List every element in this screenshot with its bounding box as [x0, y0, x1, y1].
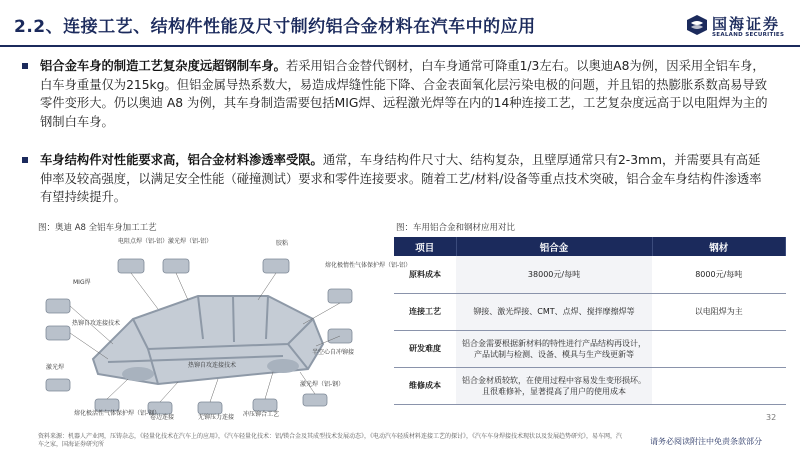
table-row: [394, 256, 786, 293]
label-resistance-spot-weld: 电阻点焊（铝-铝）: [118, 238, 169, 245]
table-row: [394, 367, 786, 404]
label-punch-riveting: 冲压铆合工艺: [243, 411, 280, 418]
car-body-illustration: [38, 234, 373, 424]
label-laser-weld: 激光焊: [46, 364, 65, 371]
header-steel: 钢材: [652, 237, 786, 256]
steel-cell: [652, 367, 786, 404]
label-mig-weld: MIG焊: [73, 279, 91, 286]
label-mag-weld-al-steel: 熔化极活性气体保护焊（铝-钢）: [74, 410, 161, 417]
aluminum-cell: 铝合金需要根据新材料的特性进行产品结构再设计，产品试制与检测、设备、模具与生产线更新等: [456, 330, 652, 367]
label-hemming: 卷边连接: [150, 414, 175, 421]
header-aluminum: 铝合金: [456, 237, 652, 256]
disclaimer-note: 请务必阅读附注中免责条款部分: [650, 437, 762, 446]
row-label: 原料成本: [394, 256, 456, 293]
bullet-lead: 铝合金车身的制造工艺复杂度远超钢制车身。: [40, 59, 286, 73]
bullet-square-icon: [22, 63, 28, 69]
page-title: 2.2、连接工艺、结构件性能及尺寸制约铝合金材料在汽车中的应用: [14, 17, 536, 37]
aluminum-cell: 38000元/每吨: [456, 256, 652, 293]
table-row: [394, 330, 786, 367]
aluminum-cell: 铝合金材质较软，在使用过程中容易发生变形损坏。且很难修补，显著提高了用户的使用成本: [456, 367, 652, 404]
steel-cell: [652, 330, 786, 367]
bullet-aluminum-body-process: [40, 57, 770, 131]
bullet-square-icon: [22, 157, 28, 163]
table-header-row: [394, 237, 786, 256]
steel-cell: 以电阻焊为主: [652, 293, 786, 330]
row-label: 连接工艺: [394, 293, 456, 330]
steel-cell: 8000元/每吨: [652, 256, 786, 293]
page-number: 32: [766, 413, 777, 422]
car-body-figure: [38, 234, 412, 424]
brand-logo: [686, 10, 798, 44]
label-flow-drill-screw-2: 热铆自攻连接技术: [188, 362, 237, 369]
logo-mark-icon: [686, 14, 708, 36]
sources-note: 资料来源：机器人产业网，压铸杂志，《轻量化技术在汽车上的应用》，《汽车轻量化技术：铝/镁合金及其成型技术发展动态》，《电动汽车轻质材料连接工艺的探讨》，《汽车车身焊接技术现状以及发展趋势研究》，易车网，汽车之家，国海证券研究所: [38, 433, 623, 448]
label-self-pierce-rivet: 半空心自冲铆接: [312, 349, 355, 356]
figure-caption-table: 图：车用铝合金和钢材应用对比: [396, 223, 516, 233]
bullet-body: 若采用铝合金替代钢材，白车身通常可降重1/3左右。以奥迪A8为例，因采用全铝车身，白车身重量仅为215kg。但铝金属导热系数大，易造成焊缝性能下降、合金表面氧化层污染电极的问题，并且铝的热膨胀系数高易导致零件变形大。仍以奥迪 A8 为例，其车身制造需要包括MIG焊、远程激光焊等在内的14种连接工艺，工艺复杂度远高于以电阻焊为主的钢制白车身。: [40, 59, 768, 129]
aluminum-cell: 铆接、激光焊接、CMT、点焊、搅拌摩擦焊等: [456, 293, 652, 330]
table-row: [394, 293, 786, 330]
label-adhesive: 胶粘: [276, 240, 289, 247]
label-flow-drill-screw: 热铆自攻连接技术: [72, 320, 121, 327]
logo-english: SEALAND SECURITIES: [712, 32, 785, 38]
bullet-body: 通常，车身结构件尺寸大、结构复杂，且壁厚通常只有2-3mm，并需要具有高延伸率及较高强度，以满足安全性能（碰撞测试）要求和零件连接要求。随着工艺/材料/设备等重点技术突破，铝合金车身结构件渗透率有望持续提升。: [40, 153, 762, 205]
figure-caption-car: 图：奥迪 A8 全铝车身加工工艺: [38, 223, 157, 233]
row-label: 研发难度: [394, 330, 456, 367]
bullet-lead: 车身结构件对性能要求高，铝合金材料渗透率受限。: [40, 153, 323, 167]
row-label: 维修成本: [394, 367, 456, 404]
label-mig-weld-al-al: 熔化极惰性气体保护焊（铝-铝）: [325, 262, 412, 269]
label-laser-weld-al-steel: 激光焊（铝-钢）: [300, 381, 345, 388]
logo-chinese: 国海证券: [712, 15, 781, 33]
label-laser-weld-al-al: 激光焊（铝-铝）: [168, 238, 213, 245]
comparison-table: [394, 237, 786, 405]
header-item: 项目: [394, 237, 456, 256]
title-rule: [0, 45, 800, 47]
label-clinching: 无铆压力连接: [198, 414, 235, 421]
bullet-structural-parts: [40, 151, 770, 207]
